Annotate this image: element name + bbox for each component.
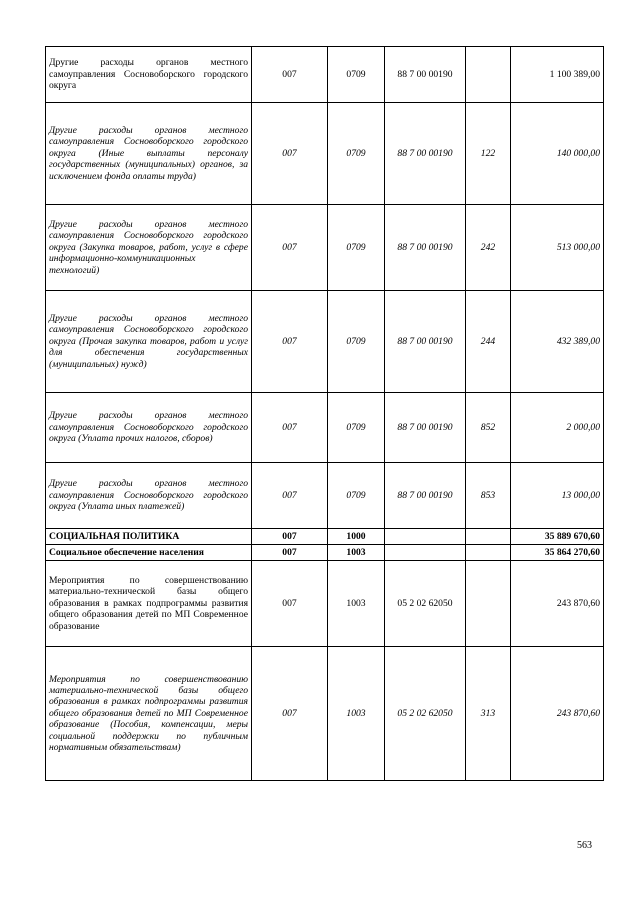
expense-name: Другие расходы органов местного самоуправления Сосновоборского городского округа (Уплата прочих налогов, сборов) [46,393,252,463]
expense-name: СОЦИАЛЬНАЯ ПОЛИТИКА [46,529,252,545]
budget-table [45,46,604,781]
amount: 243 870,60 [511,647,604,781]
expense-name: Другие расходы органов местного самоуправления Сосновоборского городского округа [46,47,252,103]
amount: 243 870,60 [511,561,604,647]
expense-type-code: 244 [466,291,511,393]
page-number: 563 [577,840,592,851]
table-row [46,463,604,529]
section-code: 1003 [328,647,385,781]
table-row [46,47,604,103]
amount: 432 389,00 [511,291,604,393]
table-row [46,647,604,781]
section-code: 0709 [328,463,385,529]
expense-type-code [466,545,511,561]
department-code: 007 [252,47,328,103]
amount: 35 889 670,60 [511,529,604,545]
expense-type-code: 122 [466,103,511,205]
amount: 513 000,00 [511,205,604,291]
department-code: 007 [252,291,328,393]
table-row [46,545,604,561]
target-article-code: 88 7 00 00190 [385,393,466,463]
amount: 1 100 389,00 [511,47,604,103]
expense-type-code [466,529,511,545]
expense-type-code [466,561,511,647]
department-code: 007 [252,205,328,291]
section-code: 0709 [328,47,385,103]
expense-name: Социальное обеспечение населения [46,545,252,561]
table-row [46,393,604,463]
expense-type-code: 313 [466,647,511,781]
table-row [46,291,604,393]
department-code: 007 [252,561,328,647]
section-code: 0709 [328,393,385,463]
target-article-code [385,545,466,561]
expense-name: Другие расходы органов местного самоуправления Сосновоборского городского округа (Иные выплаты персоналу государственных (муниципальных) органов, за исключением фонда оплаты труда) [46,103,252,205]
amount: 13 000,00 [511,463,604,529]
amount: 140 000,00 [511,103,604,205]
department-code: 007 [252,463,328,529]
section-code: 0709 [328,291,385,393]
table-row [46,205,604,291]
target-article-code: 88 7 00 00190 [385,205,466,291]
expense-name: Другие расходы органов местного самоуправления Сосновоборского городского округа (Прочая закупка товаров, работ и услуг для обеспечения государственных (муниципальных) нужд) [46,291,252,393]
section-code: 0709 [328,205,385,291]
target-article-code: 88 7 00 00190 [385,463,466,529]
target-article-code: 88 7 00 00190 [385,103,466,205]
amount: 2 000,00 [511,393,604,463]
expense-type-code [466,47,511,103]
expense-name: Другие расходы органов местного самоуправления Сосновоборского городского округа (Уплата иных платежей) [46,463,252,529]
target-article-code: 05 2 02 62050 [385,561,466,647]
expense-name: Мероприятия по совершенствованию материально-технической базы общего образования в рамках подпрограммы развития общего образования детей по МП Современное образование [46,561,252,647]
department-code: 007 [252,393,328,463]
section-code: 1003 [328,561,385,647]
amount: 35 864 270,60 [511,545,604,561]
target-article-code [385,529,466,545]
target-article-code: 88 7 00 00190 [385,47,466,103]
section-code: 0709 [328,103,385,205]
expense-type-code: 853 [466,463,511,529]
department-code: 007 [252,529,328,545]
target-article-code: 88 7 00 00190 [385,291,466,393]
table-row [46,103,604,205]
section-code: 1003 [328,545,385,561]
target-article-code: 05 2 02 62050 [385,647,466,781]
expense-name: Другие расходы органов местного самоуправления Сосновоборского городского округа (Закупка товаров, работ, услуг в сфере информационно-коммуникационных технологий) [46,205,252,291]
table-row [46,529,604,545]
department-code: 007 [252,545,328,561]
table-row [46,561,604,647]
section-code: 1000 [328,529,385,545]
department-code: 007 [252,647,328,781]
expense-name: Мероприятия по совершенствованию материально-технической базы общего образования в рамках подпрограммы развития общего образования детей по МП Современное образование (Пособия, компенсации, меры социальной поддержки по публичным нормативным обязательствам) [46,647,252,781]
department-code: 007 [252,103,328,205]
expense-type-code: 852 [466,393,511,463]
expense-type-code: 242 [466,205,511,291]
